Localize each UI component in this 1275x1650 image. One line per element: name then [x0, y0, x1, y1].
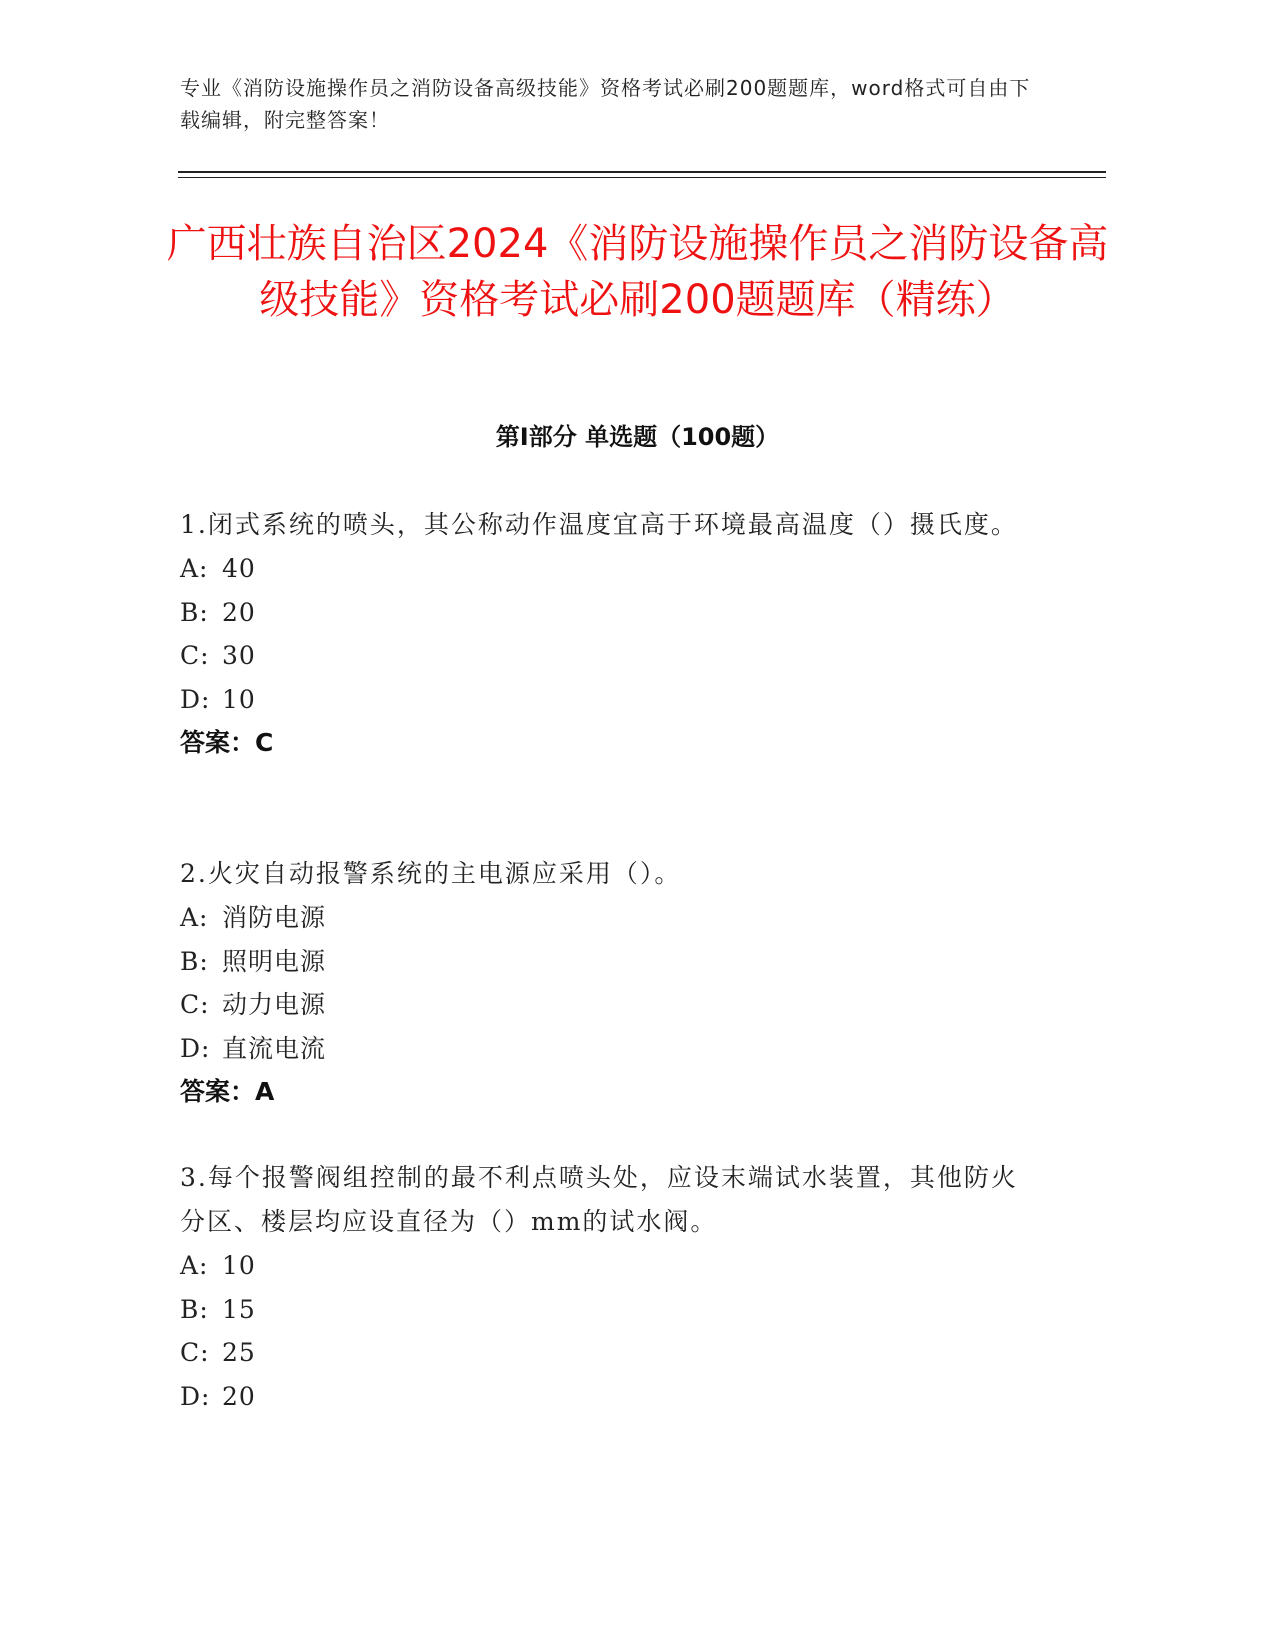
section-title: 第Ⅰ部分 单选题（100题）	[495, 423, 780, 451]
document-title: 广西壮族自治区2024《消防设施操作员之消防设备高级技能》资格考试必刷200题题库（精练）	[166, 221, 1109, 323]
option-d	[180, 1027, 1040, 1071]
option-text: 动力电源	[222, 990, 327, 1019]
option-key: D:	[180, 1381, 211, 1411]
option-c	[180, 983, 1040, 1027]
header-divider-thick	[178, 171, 1106, 173]
option-key: B:	[180, 597, 209, 627]
option-key: C:	[180, 990, 210, 1019]
answer: 答案：C	[180, 728, 274, 757]
question-stem: 3.每个报警阀组控制的最不利点喷头处，应设末端试水装置，其他防火分区、楼层均应设直径为（）mm的试水阀。	[180, 1163, 1018, 1236]
option-key: A:	[180, 903, 209, 932]
option-key: B:	[180, 946, 209, 976]
option-d	[180, 1375, 1040, 1419]
option-d	[180, 678, 1040, 722]
option-key: D:	[180, 1033, 211, 1063]
option-text: 消防电源	[222, 903, 327, 932]
question-1	[180, 503, 1040, 765]
question-stem: 1.闭式系统的喷头，其公称动作温度宜高于环境最高温度（）摄氏度。	[180, 510, 1018, 539]
option-text: 25	[222, 1338, 256, 1367]
option-b	[180, 1288, 1040, 1332]
header-divider-thin	[178, 177, 1106, 178]
option-text: 30	[222, 641, 256, 670]
option-key: C:	[180, 1338, 210, 1367]
question-2	[180, 852, 1040, 1114]
option-c	[180, 1331, 1040, 1375]
option-text: 20	[222, 597, 256, 627]
answer: 答案：A	[180, 1077, 275, 1106]
option-key: A:	[180, 1251, 209, 1280]
option-b	[180, 940, 1040, 984]
option-a	[180, 547, 1040, 591]
option-a	[180, 896, 1040, 940]
option-text: 10	[222, 684, 256, 714]
option-text: 20	[222, 1381, 256, 1411]
option-text: 直流电流	[222, 1033, 327, 1063]
option-c	[180, 634, 1040, 678]
option-text: 40	[222, 554, 256, 583]
question-stem: 2.火灾自动报警系统的主电源应采用（）。	[180, 859, 682, 888]
option-key: B:	[180, 1294, 209, 1324]
option-text: 15	[222, 1294, 256, 1324]
option-key: D:	[180, 684, 211, 714]
option-text: 10	[222, 1251, 256, 1280]
question-3	[180, 1156, 1040, 1418]
option-key: A:	[180, 554, 209, 583]
header-note: 专业《消防设施操作员之消防设备高级技能》资格考试必刷200题题库，word格式可自由下载编辑，附完整答案！	[180, 76, 1031, 132]
option-key: C:	[180, 641, 210, 670]
option-b	[180, 591, 1040, 635]
option-text: 照明电源	[222, 946, 327, 976]
option-a	[180, 1244, 1040, 1288]
